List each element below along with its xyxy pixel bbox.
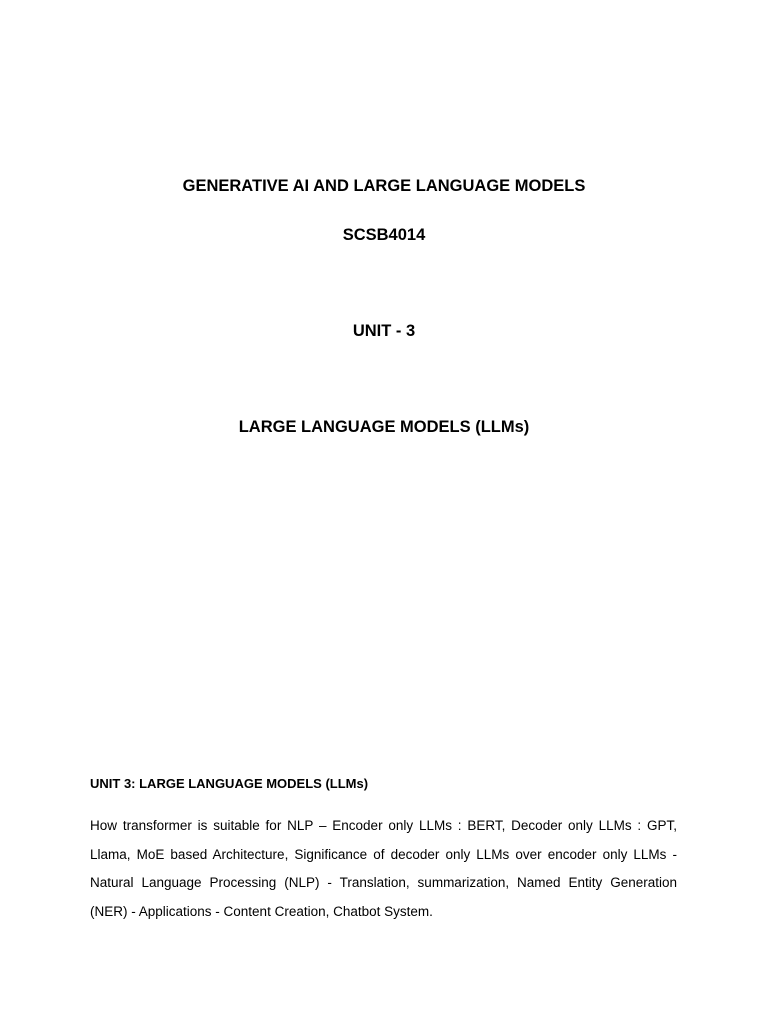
syllabus-body: How transformer is suitable for NLP – Encoder only LLMs : BERT, Decoder only LLMs : GPT, Llama, MoE based Architecture, Significance of decoder only LLMs over encoder only LLMs - Natural Language Processing (NLP) - Translation, summarization, Named Entity Generation (NER) - Applications - Content Creation, Chatbot System.	[90, 818, 677, 919]
unit-number: UNIT - 3	[352, 322, 416, 340]
unit-title: LARGE LANGUAGE MODELS (LLMs)	[238, 418, 530, 436]
syllabus-heading: UNIT 3: LARGE LANGUAGE MODELS (LLMs)	[90, 776, 369, 791]
course-title: GENERATIVE AI AND LARGE LANGUAGE MODELS	[182, 177, 586, 195]
course-code: SCSB4014	[342, 226, 426, 244]
